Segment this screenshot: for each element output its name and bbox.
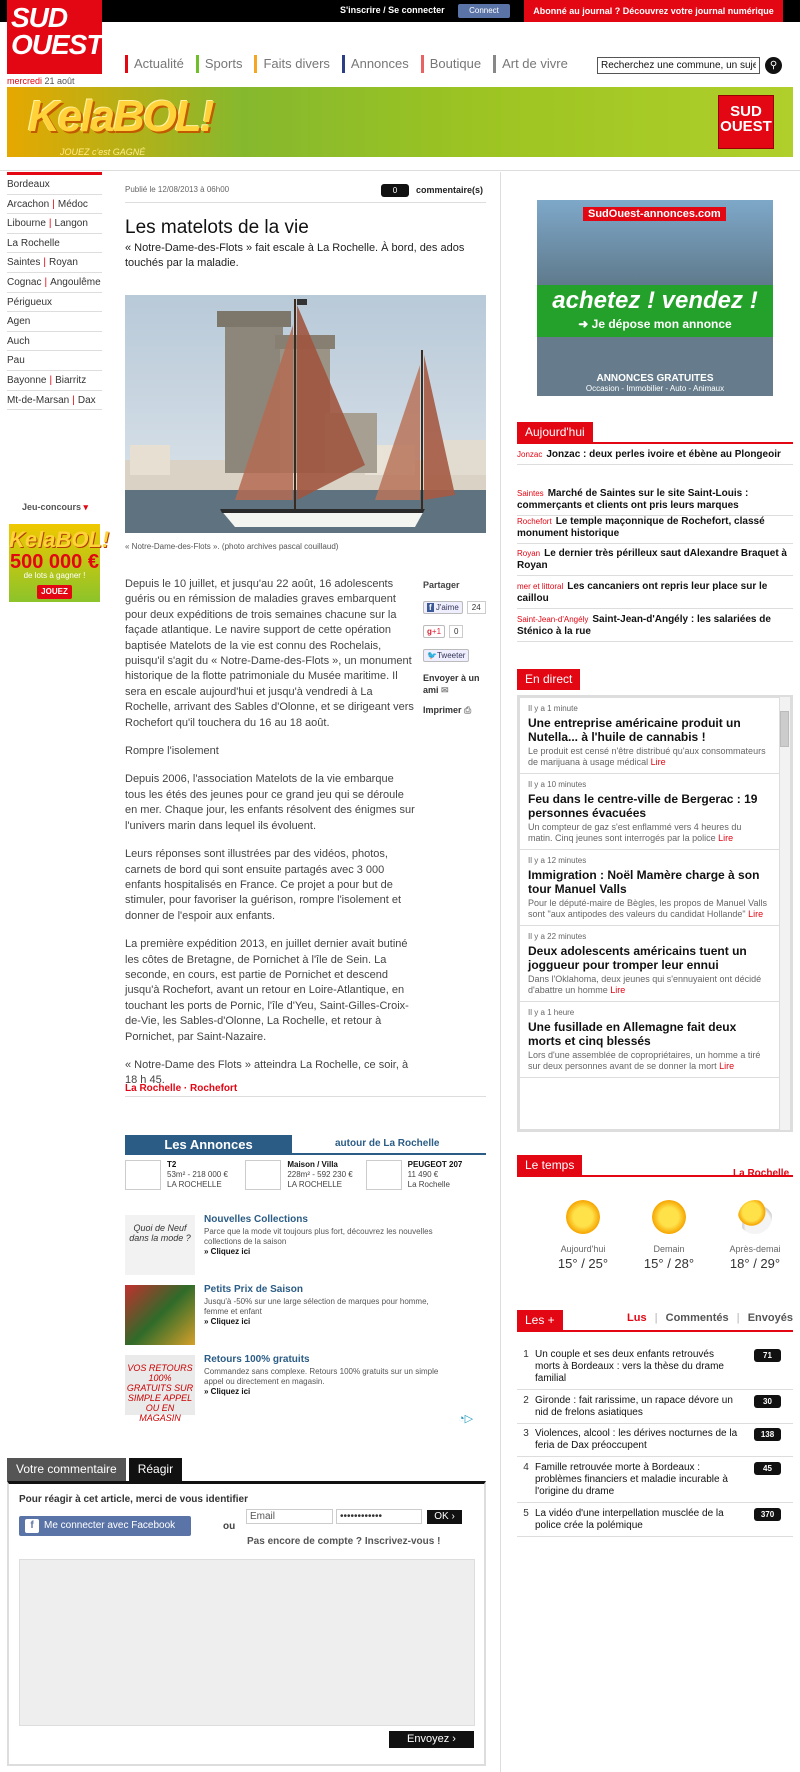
- promo-link[interactable]: » Cliquez ici: [204, 1247, 251, 1256]
- article-photo[interactable]: [125, 295, 486, 533]
- promo-link[interactable]: » Cliquez ici: [204, 1387, 251, 1396]
- search-icon[interactable]: ⚲: [765, 57, 782, 74]
- promo-link[interactable]: » Cliquez ici: [204, 1317, 251, 1326]
- paragraph: Depuis 2006, l'association Matelots de la vie embarque tous les étés des jeunes pour ce grand jeu qui se déroule en mer. Chaque jour, les enfants résolvent des énigmes sur l'univers marin dans lequel ils évoluent.: [125, 773, 415, 832]
- jeu-concours-label[interactable]: Jeu-concours ▾: [22, 502, 89, 512]
- site-logo[interactable]: SUD OUEST: [7, 0, 102, 74]
- sun-icon: [566, 1200, 600, 1234]
- separator: |: [48, 218, 52, 230]
- tab-votre-commentaire[interactable]: Votre commentaire: [7, 1458, 126, 1481]
- item-time: Il y a 1 minute: [528, 704, 578, 713]
- city-link[interactable]: Bordeaux: [7, 179, 50, 190]
- annonce-item[interactable]: [125, 1160, 245, 1198]
- lesplus-tabs: [627, 1312, 793, 1324]
- nav-item[interactable]: Sports: [196, 55, 255, 73]
- comment-count-badge[interactable]: 370: [754, 1508, 781, 1521]
- read-more-link[interactable]: Lire: [719, 1061, 735, 1071]
- summary-text: Le produit est censé n'être distribué qu'aux consommateurs de marijuana à usage médical: [528, 746, 766, 767]
- facebook-login-button[interactable]: f Me connecter avec Facebook: [19, 1516, 191, 1536]
- aujourdhui-item[interactable]: [517, 614, 793, 642]
- comment-count-badge[interactable]: 30: [754, 1395, 781, 1408]
- city-link[interactable]: Angoulême: [50, 276, 101, 288]
- lesplus-item[interactable]: [517, 1393, 793, 1424]
- gplus-button[interactable]: g+1: [423, 625, 445, 638]
- annonce-item[interactable]: [245, 1160, 365, 1198]
- tab-reagir[interactable]: Réagir: [129, 1458, 182, 1481]
- city-row: [7, 332, 102, 352]
- divider: [125, 202, 486, 203]
- paragraph: « Notre-Dame des Flots » atteindra La Rochelle, ce soir, à 18 h 45.: [125, 1058, 409, 1087]
- promo-item[interactable]: [125, 1285, 486, 1345]
- comment-count-badge[interactable]: 0: [381, 184, 409, 197]
- promo-desc: Commandez sans complexe. Retours 100% gratuits sur un simple appel ou directement en magasin.: [204, 1367, 439, 1386]
- comment-count-badge[interactable]: 71: [754, 1349, 781, 1362]
- annonces-list: [125, 1160, 486, 1198]
- kelabol-subtitle: JOUEZ c'est GAGNÉ: [60, 147, 146, 157]
- item-title[interactable]: Gironde : fait rarissime, un rapace dévore un nid de frelons asiatiques: [535, 1395, 733, 1418]
- signup-link[interactable]: Pas encore de compte ? Inscrivez-vous !: [247, 1536, 441, 1547]
- share-box: [423, 580, 486, 716]
- promo-title[interactable]: Petits Prix de Saison: [204, 1284, 303, 1295]
- promo-item[interactable]: [125, 1215, 486, 1275]
- rank-number: 1: [523, 1349, 529, 1360]
- email-friend-link[interactable]: Envoyer à un ami ✉: [423, 673, 480, 695]
- promo-image: Quoi de Neuf dans la mode ?: [125, 1215, 195, 1275]
- weather-day-label: Demain: [653, 1244, 685, 1254]
- direct-header: En direct: [517, 669, 580, 690]
- paragraph: Leurs réponses sont illustrées par des vidéos, photos, carnets de bord qui sont ensuite partagés avec 3 000 enfants hospitalisés en France. Ce projet a pour but de stimuler, pour favoriser la guérison, rompre l'isolement et donner de l'espoir aux enfants.: [125, 848, 401, 922]
- annonces-tab[interactable]: Les Annonces: [125, 1135, 292, 1155]
- read-more-link[interactable]: Lire: [718, 833, 734, 843]
- city-row: [7, 234, 102, 254]
- direct-scroll-thumb[interactable]: [780, 711, 789, 747]
- city-link[interactable]: Cognac: [7, 276, 42, 288]
- ad-slogan: achetez ! vendez ! ➜ Je dépose mon annonce: [537, 285, 773, 337]
- item-location[interactable]: mer et littoral: [517, 582, 564, 591]
- direct-item[interactable]: [520, 774, 782, 850]
- annonce-title: Maison / Villa: [287, 1160, 338, 1169]
- aujourdhui-header: Aujourd'hui: [517, 422, 593, 443]
- password-field[interactable]: ••••••••••••: [336, 1509, 422, 1524]
- item-title[interactable]: Feu dans le centre-ville de Bergerac : 19 personnes évacuées: [528, 792, 758, 820]
- item-location[interactable]: Saintes: [517, 489, 544, 498]
- city-row: [7, 273, 102, 293]
- promo-desc: Jusqu'à -50% sur une large sélection de marques pour homme, femme et enfant: [204, 1297, 429, 1316]
- weather-header: Le temps: [517, 1155, 582, 1176]
- annonce-thumb: [125, 1160, 161, 1190]
- annonce-item[interactable]: [366, 1160, 486, 1198]
- annonce-place: LA ROCHELLE: [287, 1180, 343, 1189]
- weather-day[interactable]: [540, 1200, 626, 1271]
- city-link[interactable]: Biarritz: [55, 374, 87, 386]
- city-link[interactable]: Médoc: [57, 198, 88, 210]
- lesplus-tab[interactable]: Envoyés: [747, 1312, 793, 1324]
- nav-item[interactable]: Actualité: [125, 55, 196, 73]
- printer-icon: ⎙: [464, 705, 472, 715]
- header-divider: [0, 170, 800, 171]
- lesplus-header: Les +: [517, 1310, 563, 1331]
- city-row: [7, 175, 102, 195]
- summary-text: Lors d'une assemblée de copropriétaires, un homme a tiré sur deux personnes avant de se donner la mort: [528, 1050, 761, 1071]
- signin-link[interactable]: S'inscrire / Se connecter: [340, 5, 445, 15]
- sun-icon: [652, 1200, 686, 1234]
- item-location[interactable]: Rochefort: [517, 517, 552, 526]
- separator: |: [44, 276, 48, 288]
- lesplus-item[interactable]: [517, 1506, 793, 1537]
- jouez-button[interactable]: JOUEZ: [37, 585, 72, 599]
- annonce-place: LA ROCHELLE: [167, 1180, 222, 1189]
- promo-text: [204, 1355, 454, 1397]
- annonce-title: T2: [167, 1160, 177, 1169]
- annonce-text: [408, 1160, 463, 1198]
- separator: |: [49, 374, 53, 386]
- comments-link[interactable]: commentaire(s): [416, 185, 484, 195]
- item-title[interactable]: Deux adolescents américains tuent un joggueur pour tromper leur ennui: [528, 944, 747, 972]
- paragraph: Depuis le 10 juillet, et jusqu'au 22 août, 16 adolescents guéris ou en rémission de maladies graves embarquent pour deux expéditions de trois semaines chacune sur la façade atlantique. Le navire support de cette opération baptisée Matelots de la vie est connu des Rochelais, puisqu'il s'agit du « Notre-Dame-des-Flots », un monument historique de la flotte patrimoniale du Musée maritime. Il sera en escale aujourd'hui et jusqu'à vendredi à La Rochelle, arrivant des Sables d'Olonne, et se dirigeant vers Rochefort qu'il touchera du 16 au 18 août.: [125, 578, 414, 729]
- item-title[interactable]: Une fusillade en Allemagne fait deux morts et cinq blessés: [528, 1020, 737, 1048]
- item-summary: [528, 974, 768, 996]
- rank-number: 4: [523, 1462, 529, 1473]
- lesplus-tab[interactable]: Commentés: [665, 1312, 729, 1324]
- annonce-thumb: [366, 1160, 402, 1190]
- or-label: ou: [223, 1521, 236, 1532]
- weather-forecast: [540, 1200, 798, 1271]
- direct-item[interactable]: [520, 698, 782, 774]
- annonce-detail: 11 490 €: [407, 1170, 439, 1179]
- city-row: [7, 391, 102, 411]
- sudouest-annonces-ad[interactable]: [537, 200, 773, 396]
- kelabol-small-ad[interactable]: KelaBOL! 500 000 € de lots à gagner !: [9, 524, 100, 602]
- article-title: Les matelots de la vie: [125, 217, 309, 238]
- item-title[interactable]: Une entreprise américaine produit un Nutella... à l'huile de cannabis !: [528, 716, 741, 744]
- city-link[interactable]: Auch: [7, 335, 30, 347]
- share-label: Partager: [423, 580, 460, 590]
- adchoices-icon[interactable]: ◔▷: [458, 1413, 474, 1425]
- nav-item[interactable]: Boutique: [421, 55, 493, 73]
- envelope-icon: ✉: [441, 685, 449, 695]
- cloud-sun-icon: [738, 1200, 772, 1234]
- summary-text: Pour le député-maire de Bègles, les propos de Manuel Valls sont "aux antipodes des valeurs du candidat Hollande": [528, 898, 767, 919]
- annonce-text: [287, 1160, 352, 1198]
- annonce-text: [167, 1160, 228, 1198]
- item-location[interactable]: Saint-Jean-d'Angély: [517, 615, 589, 624]
- weather-temp: 18° / 29°: [729, 1256, 781, 1271]
- separator: |: [72, 394, 75, 406]
- city-link[interactable]: Périgueux: [7, 296, 53, 308]
- direct-item[interactable]: [520, 850, 782, 926]
- city-row: [7, 351, 102, 371]
- weather-day[interactable]: [626, 1200, 712, 1271]
- facebook-like-button[interactable]: f J'aime: [423, 601, 463, 614]
- ad-logo: SudOuest-annonces.com: [583, 207, 726, 221]
- item-summary: [528, 1050, 768, 1072]
- comment-intro: Pour réagir à cet article, merci de vous identifier: [19, 1494, 248, 1505]
- rank-number: 3: [523, 1428, 529, 1439]
- promo-image: [125, 1285, 195, 1345]
- city-link[interactable]: Bayonne: [7, 374, 47, 386]
- separator: |: [43, 257, 46, 269]
- main-nav: [125, 55, 580, 73]
- city-row: [7, 253, 102, 273]
- aujourdhui-item[interactable]: [517, 548, 793, 576]
- facebook-icon: f: [25, 1519, 39, 1533]
- article-lead: « Notre-Dame-des-Flots » fait escale à La Rochelle. À bord, des ados touchés par la maladie.: [125, 242, 465, 269]
- separator: |: [52, 198, 55, 210]
- item-time: Il y a 10 minutes: [528, 780, 587, 789]
- direct-scrollbar[interactable]: [779, 697, 790, 1130]
- lesplus-item[interactable]: [517, 1426, 793, 1457]
- direct-item[interactable]: [520, 1002, 782, 1078]
- item-summary: [528, 746, 768, 768]
- weather-city[interactable]: La Rochelle: [733, 1168, 790, 1179]
- city-nav: [7, 172, 102, 410]
- published-date: Publié le 12/08/2013 à 06h00: [125, 185, 230, 194]
- summary-text: Dans l'Oklahoma, deux jeunes qui s'ennuyaient ont décidé d'abattre un homme: [528, 974, 762, 995]
- annonce-detail: 53m² - 218 000 €: [167, 1170, 228, 1179]
- item-title[interactable]: Violences, alcool : les dérives nocturnes de la feria de Dax préoccupent: [535, 1428, 738, 1451]
- article-tags[interactable]: La Rochelle · Rochefort: [125, 1083, 238, 1094]
- item-time: Il y a 1 heure: [528, 1008, 575, 1017]
- submit-comment-button[interactable]: Envoyez ›: [389, 1731, 474, 1748]
- item-title[interactable]: Jonzac : deux perles ivoire et ébène au Plongeoir: [546, 449, 781, 460]
- city-link[interactable]: Arcachon: [7, 198, 50, 210]
- photo-caption: « Notre-Dame-des-Flots ». (photo archives pascal couillaud): [125, 542, 339, 551]
- item-title[interactable]: Marché de Saintes sur le site Saint-Louis : commerçants et clients ont pris leurs marques: [517, 488, 749, 511]
- weather-temp: 15° / 25°: [557, 1256, 609, 1271]
- lesplus-item[interactable]: [517, 1347, 793, 1390]
- ad-free: ANNONCES GRATUITES Occasion - Immobilier - Auto - Animaux: [537, 337, 773, 396]
- city-link[interactable]: Dax: [77, 394, 96, 406]
- item-title[interactable]: Saint-Jean-d'Angély : les salariées de Sténico à la rue: [517, 614, 771, 637]
- annonce-thumb: [245, 1160, 281, 1190]
- separator: |: [654, 1312, 658, 1324]
- divider: [517, 442, 793, 444]
- item-title[interactable]: La vidéo d'une interpellation musclée de la police crée la polémique: [535, 1508, 724, 1531]
- direct-item[interactable]: [520, 926, 782, 1002]
- item-summary: [528, 822, 768, 844]
- item-summary: [528, 898, 768, 920]
- item-time: Il y a 12 minutes: [528, 856, 587, 865]
- rank-number: 2: [523, 1395, 529, 1406]
- banner-sudouest-logo: SUD OUEST: [718, 95, 774, 149]
- city-link[interactable]: Langon: [54, 218, 88, 230]
- weather-day[interactable]: [712, 1200, 798, 1271]
- gplus-count: 0: [449, 625, 463, 638]
- email-field[interactable]: Email: [246, 1509, 333, 1524]
- city-row: [7, 195, 102, 215]
- comment-count-badge[interactable]: 45: [754, 1462, 781, 1475]
- weather-day-label: Aujourd'hui: [560, 1244, 606, 1254]
- article-body: [125, 577, 415, 1102]
- lesplus-item[interactable]: [517, 1460, 793, 1503]
- kelabol-title: KelaBOL!: [28, 92, 213, 141]
- promo-title[interactable]: Nouvelles Collections: [204, 1214, 308, 1225]
- nav-item[interactable]: Art de vivre: [493, 55, 580, 73]
- city-link[interactable]: Royan: [48, 257, 78, 269]
- city-link[interactable]: Mt-de-Marsan: [7, 394, 70, 406]
- comment-tabs: [7, 1458, 182, 1481]
- login-ok-button[interactable]: OK ›: [427, 1510, 462, 1524]
- item-title[interactable]: Un couple et ses deux enfants retrouvés morts à Bordeaux : vers la thèse du drame familial: [535, 1349, 724, 1384]
- annonce-detail: 228m² - 592 230 €: [287, 1170, 353, 1179]
- item-title[interactable]: Famille retrouvée morte à Bordeaux : problèmes financiers et maladie incurable à l'origine du drame: [535, 1462, 728, 1497]
- item-title[interactable]: Le temple maçonnique de Rochefort, classé monument historique: [517, 516, 765, 539]
- aujourdhui-item[interactable]: [517, 516, 793, 544]
- annonce-title: PEUGEOT 207: [407, 1160, 463, 1169]
- annonces-location-tab[interactable]: autour de La Rochelle: [335, 1138, 440, 1149]
- read-more-link[interactable]: Lire: [610, 985, 626, 995]
- item-time: Il y a 22 minutes: [528, 932, 587, 941]
- divider: [125, 1096, 486, 1097]
- tweet-button[interactable]: 🐦Tweeter: [423, 649, 469, 662]
- city-row: [7, 371, 102, 391]
- city-link[interactable]: La Rochelle: [7, 237, 60, 249]
- separator: |: [736, 1312, 740, 1324]
- aujourdhui-item[interactable]: [517, 488, 793, 516]
- comment-textarea[interactable]: [19, 1559, 475, 1726]
- rank-number: 5: [523, 1508, 529, 1519]
- facebook-connect-button[interactable]: Connect: [458, 4, 510, 18]
- annonce-place: La Rochelle: [407, 1180, 450, 1189]
- nav-item[interactable]: Annonces: [342, 55, 421, 73]
- weather-temp: 15° / 28°: [643, 1256, 695, 1271]
- promo-item[interactable]: [125, 1354, 486, 1423]
- search-input[interactable]: [597, 57, 760, 74]
- read-more-link[interactable]: Lire: [650, 757, 666, 767]
- item-location[interactable]: Jonzac: [517, 450, 543, 459]
- promo-image: VOS RETOURS 100% GRATUITS SUR SIMPLE APPEL OU EN MAGASIN: [125, 1355, 195, 1415]
- promo-desc: Parce que la mode vit toujours plus fort, découvrez les nouvelles collections de la saison: [204, 1227, 433, 1246]
- like-count: 24: [467, 601, 486, 614]
- weather-day-label: Après-demai: [729, 1244, 781, 1254]
- summary-text: Un compteur de gaz s'est enflammé vers 4 heures du matin. Cinq jeunes sont interrogés par la police: [528, 822, 742, 843]
- item-title[interactable]: Immigration : Noël Mamère charge à son tour Manuel Valls: [528, 868, 760, 896]
- date-line: mercredi 21 août: [7, 76, 75, 86]
- divider: [517, 1330, 793, 1332]
- promo-title[interactable]: Retours 100% gratuits: [204, 1354, 310, 1365]
- lesplus-tab[interactable]: Lus: [627, 1312, 647, 1324]
- city-link[interactable]: Agen: [7, 316, 31, 328]
- nav-item[interactable]: Faits divers: [254, 55, 341, 73]
- print-link[interactable]: Imprimer ⎙: [423, 705, 472, 715]
- paragraph: La première expédition 2013, en juillet dernier avait butiné les côtes de Bretagne, de Pornichet à l'île de Sein. La seconde, en cours, est partie de Pornichet et descend jusqu'à Rochefort, avant un retour en Loire-Atlantique, en touchant les ports de Pornic, l'île d'Yeu, Saint-Gilles-Croix-de-Vie, les Sables-d'Olonne, La Rochelle, et retour à Pornichet, par Saint-Nazaire.: [125, 938, 409, 1043]
- item-location[interactable]: Royan: [517, 549, 541, 558]
- aujourdhui-item[interactable]: [517, 449, 793, 465]
- item-title[interactable]: Les cancaniers ont repris leur place sur le caillou: [517, 581, 768, 604]
- promo-text: [204, 1215, 454, 1257]
- comment-count-badge[interactable]: 138: [754, 1428, 781, 1441]
- direct-feed[interactable]: [517, 695, 793, 1132]
- column-divider: [500, 172, 501, 1772]
- aujourdhui-item[interactable]: [517, 581, 793, 609]
- promo-text: [204, 1285, 454, 1327]
- city-link[interactable]: Libourne: [7, 218, 46, 230]
- city-link[interactable]: Pau: [7, 355, 25, 367]
- read-more-link[interactable]: Lire: [748, 909, 764, 919]
- city-link[interactable]: Saintes: [7, 257, 41, 269]
- city-row: [7, 312, 102, 332]
- city-row: [7, 214, 102, 234]
- item-title[interactable]: Le dernier très périlleux saut dAlexandre Braquet à Royan: [517, 548, 787, 571]
- subheading: Rompre l'isolement: [125, 745, 219, 758]
- city-row: [7, 293, 102, 313]
- subscriber-link[interactable]: Abonné au journal ? Découvrez votre journal numérique: [524, 0, 783, 22]
